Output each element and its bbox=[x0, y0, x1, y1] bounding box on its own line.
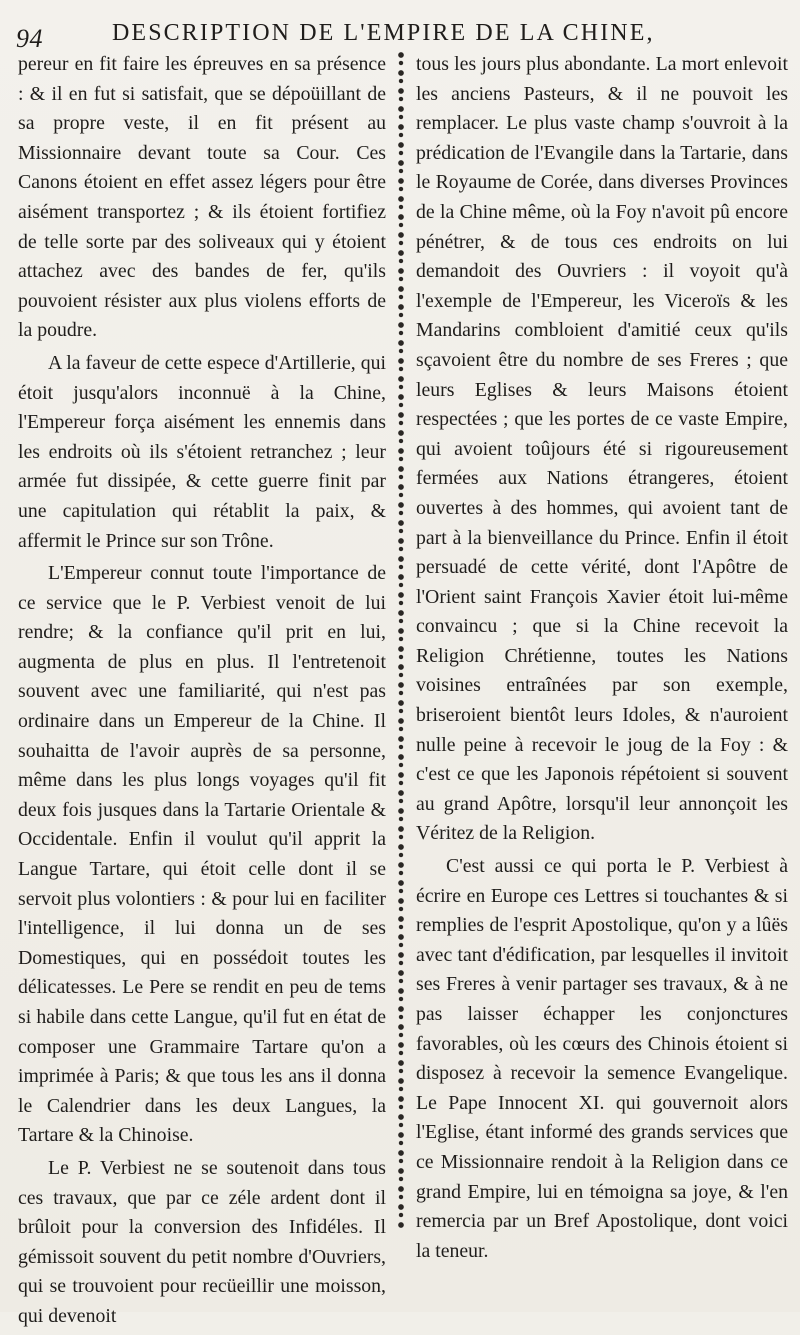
page-header bbox=[14, 14, 790, 53]
running-head: DESCRIPTION DE L'EMPIRE DE LA CHINE, bbox=[112, 20, 655, 46]
left-column bbox=[18, 50, 386, 1335]
paragraph: A la faveur de cette espece d'Artillerie, qui étoit jusqu'alors inconnuë à la Chine, l'Empereur força aisément les ennemis dans les endroits où ils s'étoient retranchez ; leur armée fut dissipée, & cette guerre finit par une capitulation qui rétablit la paix, & affermit le Prince sur son Trône. bbox=[18, 351, 386, 552]
paragraph: L'Empereur connut toute l'importance de ce service que le P. Verbiest venoit de lui rendre; & la confiance qu'il prit en lui, augmenta de plus en plus. Il l'entretenoit souvent avec une familiarité, qui n'est pas ordinaire dans un Empereur de la Chine. Il souhaitta de l'avoir auprès de sa personne, même dans les plus longs voyages qu'il fit deux fois jusques dans la Tartarie Orientale & Occidentale. Enfin il voulut qu'il apprit la Langue Tartare, qui étoit celle dont il se servoit plus volontiers : & pour lui en faciliter l'intelligence, il lui donna un de ses Domestiques, qui en possédoit toutes les délicatesses. Le Pere se rendit en peu de tems si habile dans cette Langue, qu'il fut en état de composer une Grammaire Tartare qu'on a imprimée à Paris; & que tous les ans il donna le Calendrier dans les deux Langues, la Tartare & la Chinoise. bbox=[18, 562, 386, 1147]
page-number: 94 bbox=[16, 24, 43, 53]
paragraph: C'est aussi ce qui porta le P. Verbiest à écrire en Europe ces Lettres si touchantes & si remplies de l'esprit Apostolique, qu'on y a lûës avec tant d'édification, par lesquelles il invitoit ses Freres à venir partager ses travaux, & à ne pas laisser échapper les conjonctures favorables, où les cœurs des Chinois étoient si disposez à recevoir la semence Evangelique. Le Pape Innocent XI. qui gouvernoit alors l'Eglise, étant informé des grands services que ce Missionnaire rendoit à la Religion dans ce grand Empire, lui en témoigna sa joye, & l'en remercia par un Bref Apostolique, dont voici la teneur. bbox=[416, 855, 788, 1262]
paragraph: tous les jours plus abondante. La mort enlevoit les anciens Pasteurs, & il ne pouvoit les remplacer. Le plus vaste champ s'ouvroit à la prédication de l'Evangile dans la Tartarie, dans le Royaume de Corée, dans diverses Provinces de la Chine même, où la Foy n'avoit pû encore pénétrer, & de tous ces endroits on lui demandoit des Ouvriers : il voyoit qu'à l'exemple de l'Empereur, les Viceroïs & les Mandarins combloient d'amitié ceux qu'ils sçavoient être du nombre de ses Freres ; que leurs Eglises & leurs Maisons étoient respectées ; que les portes de ce vaste Empire, qui avoient toûjours été si rigoureusement fermées aux Nations étrangeres, étoient ouvertes à des hommes, qui avoient tant de part à la bienveillance du Prince. Enfin il étoit persuadé de cette vérité, dont l'Apôtre de l'Orient saint François Xavier étoit lui-même convaincu ; que si la Chine recevoit la Religion Chrétienne, toutes les Nations voisines entraînées par son exemple, briseroient bientôt leurs Idoles, & n'auroient nulle peine à recevoir le joug de la Foy : & c'est ce que les Japonois répétoient si souvent au grand Apôtre, lorsqu'il leur annonçoit les Véritez de la Religion. bbox=[416, 53, 788, 845]
right-column bbox=[416, 50, 788, 1269]
ornamental-column-divider bbox=[392, 50, 410, 1230]
paragraph: Le P. Verbiest ne se soutenoit dans tous ces travaux, que par ce zéle ardent dont il brûloit pour la conversion des Infidéles. Il gémissoit souvent du petit nombre d'Ouvriers, qui se trouvoient pour recüeillir une moisson, qui devenoit bbox=[18, 1156, 386, 1327]
paragraph: pereur en fit faire les épreuves en sa présence : & il en fut si satisfait, que se dépoüillant de sa propre veste, il en fit présent au Missionnaire devant toute sa Cour. Ces Canons étoient en effet assez légers pour être aisément transportez ; & ils étoient fortifiez de telle sorte par des soliveaux qui y étoient attachez avec des bandes de fer, qu'ils pouvoient résister aux plus violens efforts de la poudre. bbox=[18, 53, 386, 342]
